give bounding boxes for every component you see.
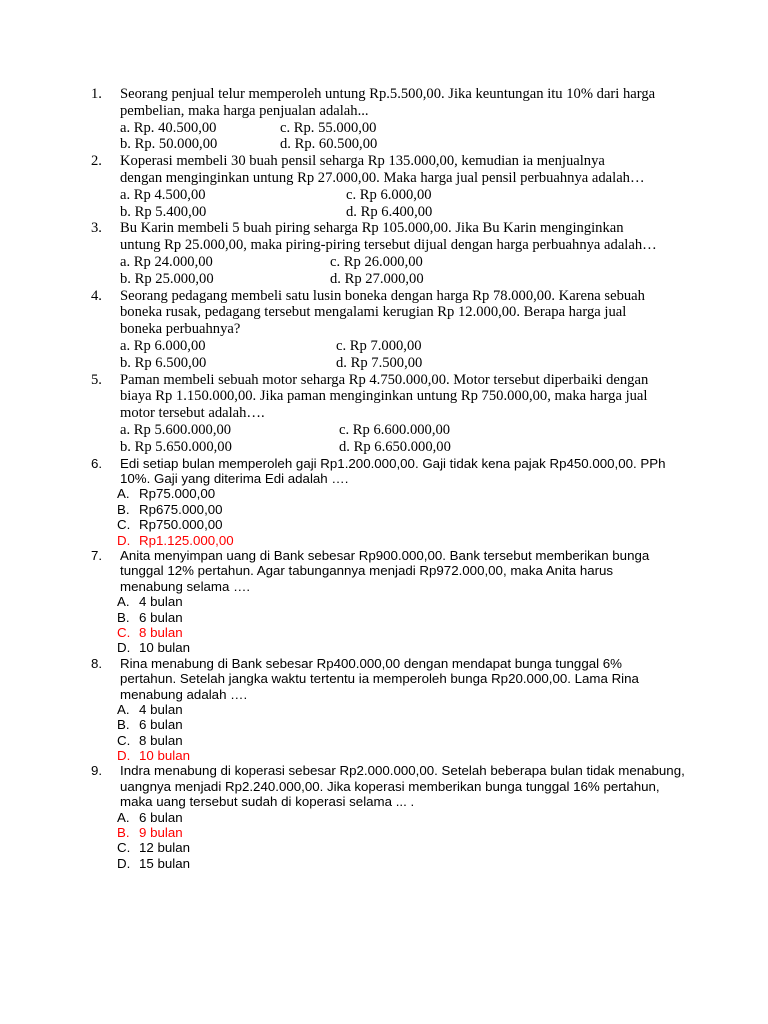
option-text: 4 bulan — [139, 701, 183, 717]
question-stem: Seorang penjual telur memperoleh untung Rp.5.500,00. Jika keuntungan itu 10% dari harga pembelian, maka harga penjualan adalah... — [120, 86, 656, 119]
option-b — [0, 502, 768, 517]
option-a: a. Rp 6.000,00 — [120, 337, 206, 354]
option-letter: A. — [117, 486, 130, 502]
option-d — [0, 856, 768, 871]
option-text: 8 bulan — [139, 732, 183, 748]
option-d-correct — [0, 533, 768, 548]
question-7 — [0, 548, 768, 656]
option-text: 6 bulan — [139, 717, 183, 733]
option-letter: C. — [117, 840, 131, 856]
option-text: 15 bulan — [139, 855, 191, 871]
question-9 — [0, 763, 768, 871]
question-number: 4. — [91, 287, 102, 304]
option-row — [0, 355, 768, 372]
option-letter: C. — [117, 624, 131, 640]
question-number: 1. — [91, 86, 102, 102]
option-letter: D. — [117, 532, 131, 548]
question-8 — [0, 656, 768, 764]
question-number: 6. — [91, 455, 103, 471]
option-text: Rp750.000,00 — [139, 517, 223, 533]
option-text: 8 bulan — [139, 624, 183, 640]
question-stem: Rina menabung di Bank sebesar Rp400.000,00 dengan mendapat bunga tunggal 6% pertahun. Setelah jangka waktu tertentu ia memperoleh bunga Rp20.000,00. Lama Rina menabung adalah …. — [120, 655, 639, 702]
option-letter: A. — [117, 594, 130, 610]
option-a — [0, 702, 768, 717]
option-b: b. Rp 5.400,00 — [120, 203, 207, 220]
option-row — [0, 439, 768, 456]
option-b: b. Rp 5.650.000,00 — [120, 438, 232, 455]
question-4 — [0, 288, 768, 372]
question-5 — [0, 372, 768, 456]
option-letter: B. — [117, 501, 130, 517]
option-d — [0, 640, 768, 655]
option-row — [0, 120, 768, 137]
option-a: a. Rp. 40.500,00 — [120, 119, 217, 136]
option-text: 10 bulan — [139, 748, 191, 764]
option-row — [0, 187, 768, 204]
option-row — [0, 422, 768, 439]
option-c: c. Rp 6.000,00 — [346, 186, 432, 203]
option-row — [0, 271, 768, 288]
option-a — [0, 486, 768, 501]
option-letter: D. — [117, 855, 131, 871]
question-stem: Paman membeli sebuah motor seharga Rp 4.750.000,00. Motor tersebut diperbaiki dengan biaya Rp 1.150.000,00. Jika paman menginginkan untung Rp 750.000,00, maka harga jual motor tersebut adalah…. — [120, 371, 649, 422]
question-number: 2. — [91, 153, 102, 170]
option-text: 4 bulan — [139, 594, 183, 610]
question-stem: Edi setiap bulan memperoleh gaji Rp1.200.000,00. Gaji tidak kena pajak Rp450.000,00. PPh 10%. Gaji yang diterima Edi adalah …. — [120, 455, 666, 486]
option-a — [0, 594, 768, 609]
question-number: 7. — [91, 547, 103, 563]
option-b: b. Rp 6.500,00 — [120, 354, 207, 371]
option-letter: A. — [117, 701, 130, 717]
option-letter: A. — [117, 809, 130, 825]
option-c: c. Rp 26.000,00 — [330, 253, 423, 270]
question-stem: Koperasi membeli 30 buah pensil seharga Rp 135.000,00, kemudian ia menjualnya dengan menginginkan untung Rp 27.000,00. Maka harga jual pensil perbuahnya adalah… — [120, 153, 645, 186]
option-text: Rp675.000,00 — [139, 501, 223, 517]
option-d: d. Rp 6.400,00 — [346, 203, 433, 220]
document-page — [0, 86, 768, 871]
option-text: Rp75.000,00 — [139, 486, 216, 502]
option-c — [0, 733, 768, 748]
question-number: 5. — [91, 371, 102, 388]
option-text: 9 bulan — [139, 825, 183, 841]
option-text: 10 bulan — [139, 640, 191, 656]
option-d: d. Rp 7.500,00 — [336, 354, 423, 371]
option-row — [0, 136, 768, 153]
option-c — [0, 517, 768, 532]
option-text: 12 bulan — [139, 840, 191, 856]
option-text: 6 bulan — [139, 809, 183, 825]
option-c: c. Rp. 55.000,00 — [280, 119, 377, 136]
option-letter: B. — [117, 609, 130, 625]
option-b — [0, 717, 768, 732]
question-number: 3. — [91, 220, 102, 237]
option-a — [0, 810, 768, 825]
option-a: a. Rp 4.500,00 — [120, 186, 206, 203]
option-letter: D. — [117, 640, 131, 656]
option-b: b. Rp 25.000,00 — [120, 270, 214, 287]
question-stem: Seorang pedagang membeli satu lusin boneka dengan harga Rp 78.000,00. Karena sebuah boneka rusak, pedagang tersebut mengalami kerugian Rp 12.000,00. Berapa harga jual boneka perbuahnya? — [120, 287, 645, 338]
option-d: d. Rp. 60.500,00 — [280, 136, 378, 153]
option-d-correct — [0, 748, 768, 763]
option-c: c. Rp 6.600.000,00 — [339, 421, 451, 438]
question-1 — [0, 86, 768, 153]
option-letter: C. — [117, 732, 131, 748]
option-a: a. Rp 24.000,00 — [120, 253, 213, 270]
option-c: c. Rp 7.000,00 — [336, 337, 422, 354]
question-stem: Indra menabung di koperasi sebesar Rp2.000.000,00. Setelah beberapa bulan tidak menabung, uangnya menjadi Rp2.240.000,00. Jika koperasi memberikan bunga tunggal 16% pertahun, maka uang tersebut sudah di koperasi selama ... . — [120, 763, 685, 810]
option-letter: D. — [117, 748, 131, 764]
option-row — [0, 338, 768, 355]
option-c-correct — [0, 625, 768, 640]
option-text: Rp1.125.000,00 — [139, 532, 234, 548]
option-row — [0, 204, 768, 221]
option-b: b. Rp. 50.000,00 — [120, 136, 218, 153]
option-letter: B. — [117, 825, 130, 841]
option-c — [0, 840, 768, 855]
question-number: 9. — [91, 763, 103, 779]
option-letter: B. — [117, 717, 130, 733]
question-3 — [0, 220, 768, 287]
option-letter: C. — [117, 517, 131, 533]
option-a: a. Rp 5.600.000,00 — [120, 421, 232, 438]
question-number: 8. — [91, 655, 103, 671]
option-d: d. Rp 6.650.000,00 — [339, 438, 451, 455]
option-row — [0, 254, 768, 271]
option-b-correct — [0, 825, 768, 840]
question-stem: Anita menyimpan uang di Bank sebesar Rp900.000,00. Bank tersebut memberikan bunga tunggal 12% pertahun. Agar tabungannya menjadi Rp972.000,00, maka Anita harus menabung selama …. — [120, 547, 650, 594]
question-stem: Bu Karin membeli 5 buah piring seharga Rp 105.000,00. Jika Bu Karin menginginkan untung Rp 25.000,00, maka piring-piring tersebut dijual dengan harga perbuahnya adalah… — [120, 220, 657, 254]
option-text: 6 bulan — [139, 609, 183, 625]
question-6 — [0, 456, 768, 548]
question-2 — [0, 153, 768, 220]
option-b — [0, 610, 768, 625]
option-d: d. Rp 27.000,00 — [330, 270, 424, 287]
